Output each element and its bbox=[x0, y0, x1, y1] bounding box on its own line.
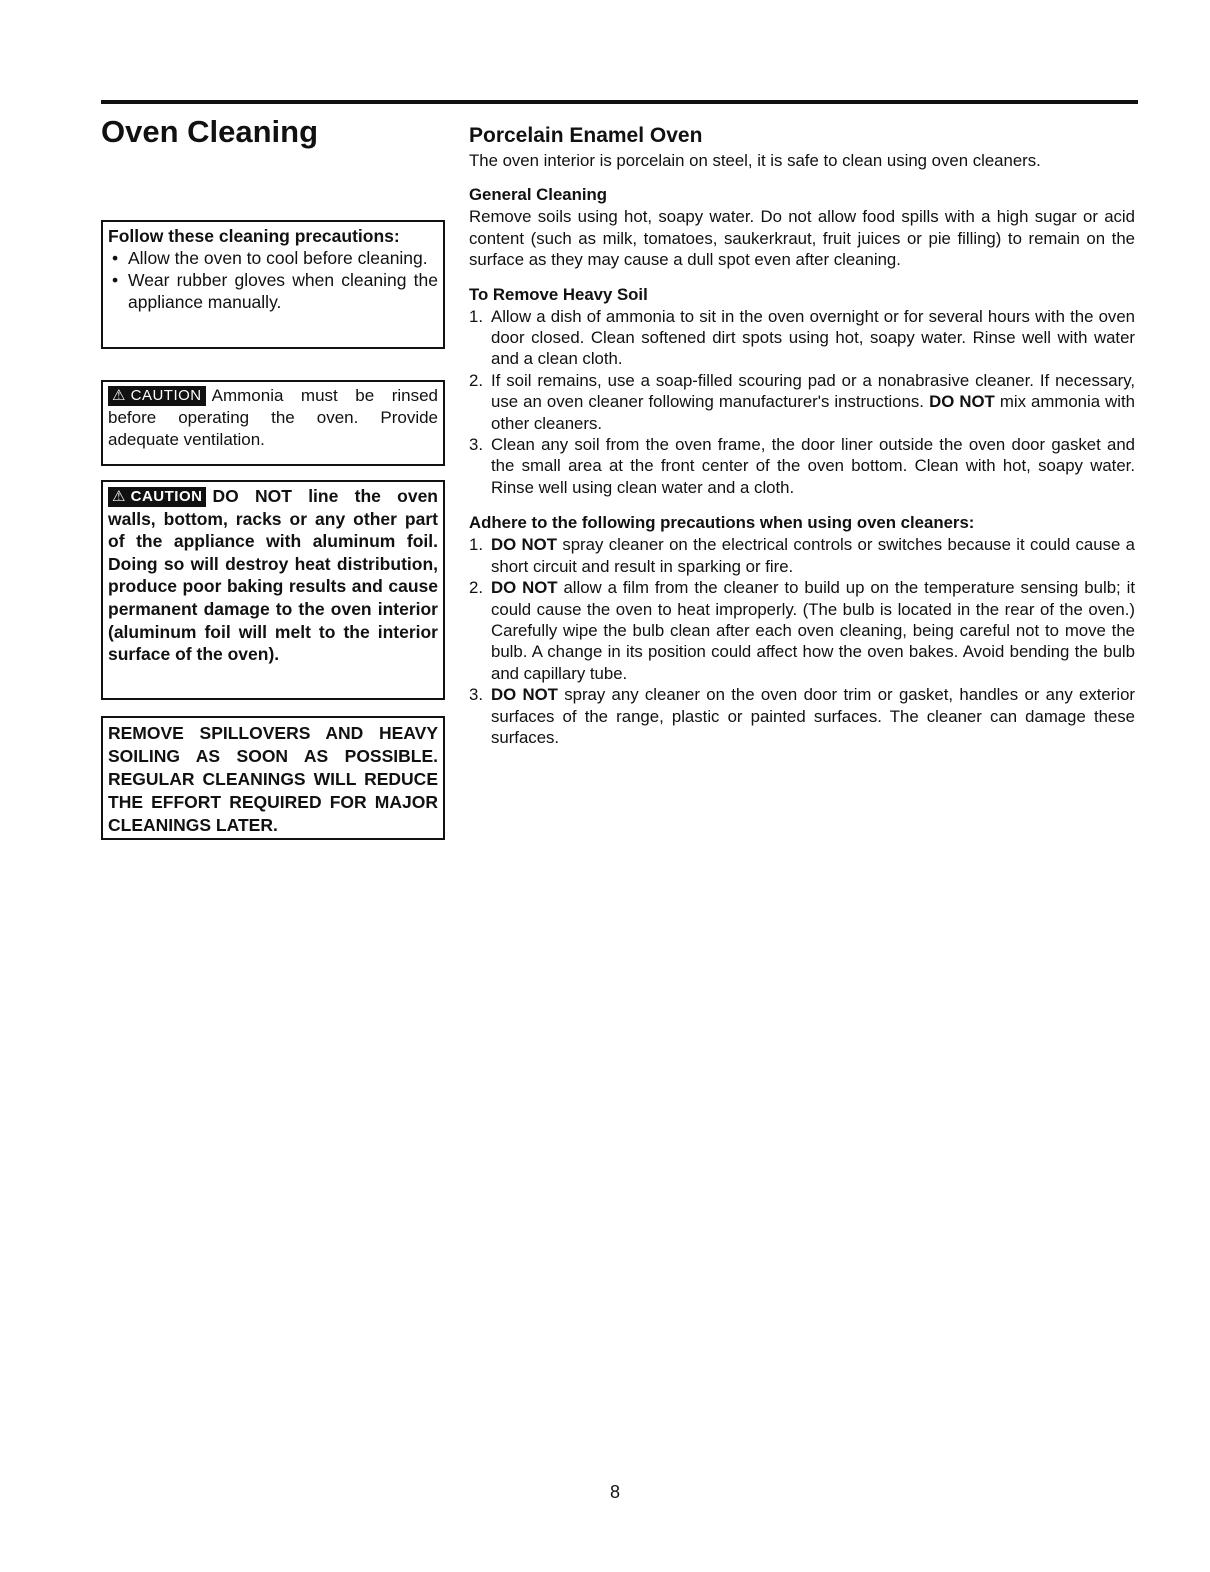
step-number: 3. bbox=[469, 685, 483, 705]
step-text: allow a film from the cleaner to build up on the temperature sensing bulb; it could cause the oven to heat improperly. (The bulb is located in the rear of the oven.) Carefully wipe the bulb clean after each oven cleaning, being careful not to move the bulb. A change in its position could affect how the oven bakes. Avoid bending the bulb and capillary tube. bbox=[491, 578, 1135, 683]
general-cleaning-text: Remove soils using hot, soapy water. Do not allow food spills with a high sugar or acid content (such as milk, tomatoes, saukerkraut, fruit juices or pie filling) to remain on the surface as they may cause a dull spot even after cleaning. bbox=[469, 207, 1135, 270]
warning-triangle-icon: ⚠ bbox=[112, 387, 126, 404]
step-text: Clean any soil from the oven frame, the door liner outside the oven door gasket and the small area at the front center of the oven bottom. Clean with hot, soapy water. Rinse well using clean water and a cloth. bbox=[491, 435, 1135, 497]
page-number: 8 bbox=[609, 1482, 620, 1502]
warning-triangle-icon: ⚠ bbox=[112, 488, 126, 505]
top-rule bbox=[101, 100, 1138, 104]
caution-text: DO NOT line the oven walls, bottom, racks or any other part of the appliance with aluminum foil. Doing so will destroy heat distribution, produce poor baking results and cause permanent damage to the oven interior (aluminum foil will melt to the interior surface of the oven). bbox=[108, 486, 438, 665]
right-column bbox=[469, 122, 1135, 748]
heavy-soil-steps bbox=[469, 306, 1135, 499]
step-number: 2. bbox=[469, 578, 483, 598]
heavy-soil-heading: To Remove Heavy Soil bbox=[469, 284, 648, 304]
step-number: 3. bbox=[469, 435, 483, 455]
step-number: 1. bbox=[469, 535, 483, 555]
precautions-list bbox=[108, 247, 438, 313]
precaution-item: • Wear rubber gloves when cleaning the appliance manually. bbox=[108, 269, 438, 313]
step-text: If soil remains, use a soap-filled scouring pad or a nonabrasive cleaner. If necessary, use an oven cleaner following manufacturer's instructions. bbox=[491, 370, 1135, 412]
step-text: Allow a dish of ammonia to sit in the oven overnight or for several hours with the oven door closed. Clean softened dirt spots using hot, soapy water. Rinse well with water and a clean cloth. bbox=[491, 306, 1135, 369]
adhere-steps bbox=[469, 534, 1135, 748]
caution-text: Ammonia must be rinsed before operating the oven. Provide adequate ventilation. bbox=[108, 386, 438, 449]
step-number: 1. bbox=[469, 306, 483, 326]
step-text: mix ammonia with other cleaners. bbox=[491, 392, 1135, 433]
list-item bbox=[469, 306, 1135, 370]
page-title: Oven Cleaning bbox=[101, 114, 319, 149]
section-heading: Porcelain Enamel Oven bbox=[469, 124, 703, 147]
precautions-box bbox=[101, 220, 445, 349]
list-item bbox=[469, 370, 1135, 434]
precaution-item: • Allow the oven to cool before cleaning. bbox=[108, 247, 438, 269]
list-item bbox=[469, 577, 1135, 684]
step-emphasis: DO NOT bbox=[491, 578, 558, 598]
step-emphasis: DO NOT bbox=[491, 685, 558, 705]
adhere-heading: Adhere to the following precautions when using oven cleaners: bbox=[469, 513, 975, 533]
caution-label bbox=[108, 386, 206, 406]
step-emphasis: DO NOT bbox=[929, 392, 995, 412]
notice-box: REMOVE SPILLOVERS AND HEAVY SOILING AS SOON AS POSSIBLE. REGULAR CLEANINGS WILL REDUCE THE EFFORT REQUIRED FOR MAJOR CLEANINGS LATER. bbox=[101, 716, 445, 840]
caution-box-foil bbox=[101, 480, 445, 700]
caution-label bbox=[108, 487, 206, 507]
step-text: spray cleaner on the electrical controls or switches because it could cause a short circuit and result in sparking or fire. bbox=[491, 535, 1135, 576]
general-cleaning-heading: General Cleaning bbox=[469, 185, 608, 205]
step-number: 2. bbox=[469, 370, 483, 390]
caution-box-ammonia bbox=[101, 380, 445, 466]
caution-label-text: CAUTION bbox=[130, 387, 202, 404]
step-emphasis: DO NOT bbox=[491, 535, 557, 555]
step-text: spray any cleaner on the oven door trim or gasket, handles or any exterior surfaces of the range, plastic or painted surfaces. The cleaner can damage these surfaces. bbox=[491, 685, 1135, 747]
list-item bbox=[469, 534, 1135, 577]
list-item bbox=[469, 434, 1135, 498]
intro-text: The oven interior is porcelain on steel, it is safe to clean using oven cleaners. bbox=[469, 151, 1041, 170]
list-item bbox=[469, 684, 1135, 748]
caution-label-text: CAUTION bbox=[130, 488, 203, 505]
precautions-heading: Follow these cleaning precautions: bbox=[108, 226, 400, 246]
